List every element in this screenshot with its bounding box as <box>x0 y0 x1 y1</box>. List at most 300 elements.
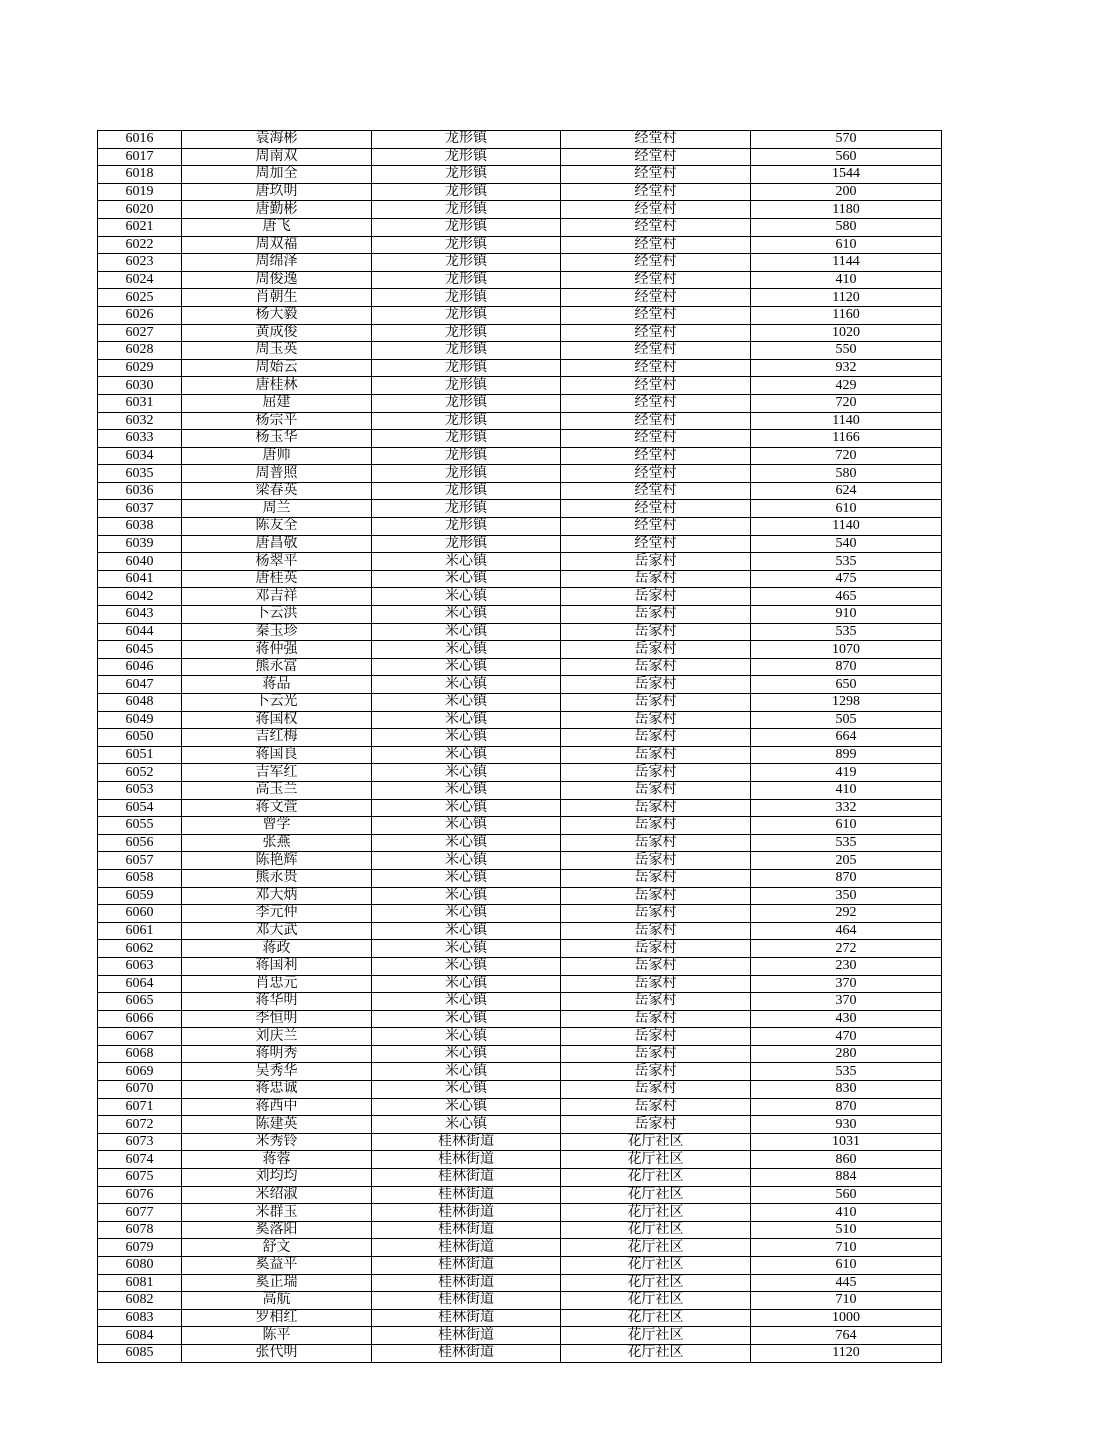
person-name-cell: 蒋品 <box>182 676 372 694</box>
amount-cell: 1166 <box>751 430 942 448</box>
town-cell: 龙形镇 <box>372 342 561 360</box>
town-cell: 龙形镇 <box>372 447 561 465</box>
table-row <box>98 834 942 852</box>
row-number-cell: 6064 <box>98 975 182 993</box>
amount-cell: 870 <box>751 658 942 676</box>
town-cell: 龙形镇 <box>372 465 561 483</box>
village-cell: 岳家村 <box>561 1063 751 1081</box>
village-cell: 经堂村 <box>561 377 751 395</box>
table-row <box>98 1292 942 1310</box>
table-row <box>98 746 942 764</box>
table-row <box>98 465 942 483</box>
row-number-cell: 6067 <box>98 1028 182 1046</box>
village-cell: 岳家村 <box>561 1028 751 1046</box>
row-number-cell: 6045 <box>98 641 182 659</box>
table-row <box>98 430 942 448</box>
table-row <box>98 377 942 395</box>
amount-cell: 1120 <box>751 289 942 307</box>
amount-cell: 610 <box>751 1257 942 1275</box>
row-number-cell: 6069 <box>98 1063 182 1081</box>
person-name-cell: 蒋政 <box>182 940 372 958</box>
town-cell: 米心镇 <box>372 957 561 975</box>
village-cell: 岳家村 <box>561 1010 751 1028</box>
person-name-cell: 李恒明 <box>182 1010 372 1028</box>
town-cell: 龙形镇 <box>372 148 561 166</box>
table-row <box>98 887 942 905</box>
village-cell: 花厅社区 <box>561 1204 751 1222</box>
person-name-cell: 屈建 <box>182 394 372 412</box>
person-name-cell: 熊永富 <box>182 658 372 676</box>
person-name-cell: 陈友全 <box>182 518 372 536</box>
amount-cell: 870 <box>751 1098 942 1116</box>
village-cell: 经堂村 <box>561 412 751 430</box>
table-row <box>98 359 942 377</box>
table-row <box>98 1257 942 1275</box>
table-row <box>98 570 942 588</box>
village-cell: 经堂村 <box>561 254 751 272</box>
amount-cell: 624 <box>751 482 942 500</box>
row-number-cell: 6040 <box>98 553 182 571</box>
table-row <box>98 869 942 887</box>
amount-cell: 910 <box>751 606 942 624</box>
amount-cell: 535 <box>751 1063 942 1081</box>
amount-cell: 510 <box>751 1221 942 1239</box>
person-name-cell: 卜云光 <box>182 694 372 712</box>
table-row <box>98 922 942 940</box>
village-cell: 岳家村 <box>561 746 751 764</box>
village-cell: 经堂村 <box>561 500 751 518</box>
town-cell: 米心镇 <box>372 993 561 1011</box>
row-number-cell: 6063 <box>98 957 182 975</box>
row-number-cell: 6062 <box>98 940 182 958</box>
row-number-cell: 6070 <box>98 1081 182 1099</box>
table-row <box>98 131 942 149</box>
town-cell: 龙形镇 <box>372 430 561 448</box>
person-name-cell: 邓大武 <box>182 922 372 940</box>
table-row <box>98 905 942 923</box>
table-row <box>98 254 942 272</box>
town-cell: 龙形镇 <box>372 359 561 377</box>
row-number-cell: 6066 <box>98 1010 182 1028</box>
table-row <box>98 1045 942 1063</box>
village-cell: 经堂村 <box>561 447 751 465</box>
row-number-cell: 6017 <box>98 148 182 166</box>
town-cell: 米心镇 <box>372 764 561 782</box>
person-name-cell: 刘均均 <box>182 1169 372 1187</box>
amount-cell: 535 <box>751 834 942 852</box>
amount-cell: 1298 <box>751 694 942 712</box>
town-cell: 桂林街道 <box>372 1186 561 1204</box>
town-cell: 米心镇 <box>372 676 561 694</box>
person-name-cell: 吉红梅 <box>182 729 372 747</box>
village-cell: 经堂村 <box>561 166 751 184</box>
amount-cell: 870 <box>751 869 942 887</box>
village-cell: 花厅社区 <box>561 1274 751 1292</box>
town-cell: 龙形镇 <box>372 482 561 500</box>
town-cell: 桂林街道 <box>372 1169 561 1187</box>
town-cell: 龙形镇 <box>372 254 561 272</box>
table-row <box>98 201 942 219</box>
person-name-cell: 袁海彬 <box>182 131 372 149</box>
table-row <box>98 306 942 324</box>
amount-cell: 610 <box>751 236 942 254</box>
table-row <box>98 148 942 166</box>
amount-cell: 550 <box>751 342 942 360</box>
amount-cell: 332 <box>751 799 942 817</box>
table-row <box>98 1344 942 1362</box>
table-row <box>98 1274 942 1292</box>
amount-cell: 860 <box>751 1151 942 1169</box>
village-cell: 岳家村 <box>561 940 751 958</box>
person-name-cell: 唐勤彬 <box>182 201 372 219</box>
person-name-cell: 周加全 <box>182 166 372 184</box>
person-name-cell: 米绍淑 <box>182 1186 372 1204</box>
town-cell: 米心镇 <box>372 588 561 606</box>
person-name-cell: 唐昌敬 <box>182 535 372 553</box>
person-name-cell: 奚益平 <box>182 1257 372 1275</box>
table-row <box>98 729 942 747</box>
table-row <box>98 535 942 553</box>
person-name-cell: 张燕 <box>182 834 372 852</box>
town-cell: 龙形镇 <box>372 394 561 412</box>
village-cell: 经堂村 <box>561 518 751 536</box>
row-number-cell: 6039 <box>98 535 182 553</box>
person-name-cell: 曾学 <box>182 817 372 835</box>
table-row <box>98 1186 942 1204</box>
table-row <box>98 518 942 536</box>
amount-cell: 1031 <box>751 1133 942 1151</box>
town-cell: 米心镇 <box>372 729 561 747</box>
amount-cell: 430 <box>751 1010 942 1028</box>
person-name-cell: 高航 <box>182 1292 372 1310</box>
town-cell: 米心镇 <box>372 553 561 571</box>
row-number-cell: 6056 <box>98 834 182 852</box>
village-cell: 经堂村 <box>561 289 751 307</box>
table-row <box>98 764 942 782</box>
town-cell: 米心镇 <box>372 887 561 905</box>
town-cell: 米心镇 <box>372 940 561 958</box>
village-cell: 经堂村 <box>561 342 751 360</box>
amount-cell: 1000 <box>751 1309 942 1327</box>
row-number-cell: 6047 <box>98 676 182 694</box>
row-number-cell: 6048 <box>98 694 182 712</box>
person-name-cell: 杨翠平 <box>182 553 372 571</box>
village-cell: 岳家村 <box>561 570 751 588</box>
village-cell: 岳家村 <box>561 764 751 782</box>
row-number-cell: 6075 <box>98 1169 182 1187</box>
town-cell: 米心镇 <box>372 1081 561 1099</box>
amount-cell: 720 <box>751 394 942 412</box>
row-number-cell: 6043 <box>98 606 182 624</box>
amount-cell: 205 <box>751 852 942 870</box>
table-row <box>98 271 942 289</box>
table-row <box>98 1327 942 1345</box>
village-cell: 花厅社区 <box>561 1239 751 1257</box>
table-row <box>98 993 942 1011</box>
row-number-cell: 6072 <box>98 1116 182 1134</box>
person-name-cell: 唐飞 <box>182 218 372 236</box>
town-cell: 米心镇 <box>372 1063 561 1081</box>
village-cell: 经堂村 <box>561 306 751 324</box>
person-name-cell: 唐帅 <box>182 447 372 465</box>
row-number-cell: 6083 <box>98 1309 182 1327</box>
town-cell: 米心镇 <box>372 834 561 852</box>
table-row <box>98 1063 942 1081</box>
person-name-cell: 周始云 <box>182 359 372 377</box>
town-cell: 米心镇 <box>372 905 561 923</box>
person-name-cell: 邓吉祥 <box>182 588 372 606</box>
town-cell: 米心镇 <box>372 817 561 835</box>
row-number-cell: 6051 <box>98 746 182 764</box>
row-number-cell: 6074 <box>98 1151 182 1169</box>
row-number-cell: 6055 <box>98 817 182 835</box>
village-cell: 经堂村 <box>561 218 751 236</box>
village-cell: 花厅社区 <box>561 1133 751 1151</box>
village-cell: 花厅社区 <box>561 1186 751 1204</box>
person-name-cell: 陈艳辉 <box>182 852 372 870</box>
town-cell: 龙形镇 <box>372 218 561 236</box>
row-number-cell: 6029 <box>98 359 182 377</box>
village-cell: 岳家村 <box>561 553 751 571</box>
amount-cell: 1020 <box>751 324 942 342</box>
town-cell: 龙形镇 <box>372 236 561 254</box>
village-cell: 岳家村 <box>561 623 751 641</box>
row-number-cell: 6042 <box>98 588 182 606</box>
person-name-cell: 梁春英 <box>182 482 372 500</box>
table-row <box>98 166 942 184</box>
row-number-cell: 6071 <box>98 1098 182 1116</box>
row-number-cell: 6061 <box>98 922 182 940</box>
town-cell: 米心镇 <box>372 1098 561 1116</box>
row-number-cell: 6078 <box>98 1221 182 1239</box>
amount-cell: 560 <box>751 148 942 166</box>
town-cell: 米心镇 <box>372 922 561 940</box>
town-cell: 龙形镇 <box>372 535 561 553</box>
village-cell: 岳家村 <box>561 834 751 852</box>
amount-cell: 445 <box>751 1274 942 1292</box>
amount-cell: 899 <box>751 746 942 764</box>
table-row <box>98 1221 942 1239</box>
amount-cell: 272 <box>751 940 942 958</box>
town-cell: 桂林街道 <box>372 1133 561 1151</box>
village-cell: 岳家村 <box>561 588 751 606</box>
row-number-cell: 6084 <box>98 1327 182 1345</box>
table-row <box>98 781 942 799</box>
person-name-cell: 蒋华明 <box>182 993 372 1011</box>
table-row <box>98 1133 942 1151</box>
table-row <box>98 1028 942 1046</box>
row-number-cell: 6085 <box>98 1344 182 1362</box>
amount-cell: 610 <box>751 500 942 518</box>
village-cell: 岳家村 <box>561 641 751 659</box>
row-number-cell: 6079 <box>98 1239 182 1257</box>
person-name-cell: 张代明 <box>182 1344 372 1362</box>
village-cell: 花厅社区 <box>561 1344 751 1362</box>
town-cell: 米心镇 <box>372 658 561 676</box>
person-name-cell: 唐桂林 <box>182 377 372 395</box>
table-row <box>98 1309 942 1327</box>
village-cell: 花厅社区 <box>561 1169 751 1187</box>
row-number-cell: 6025 <box>98 289 182 307</box>
town-cell: 龙形镇 <box>372 183 561 201</box>
person-name-cell: 蒋蓉 <box>182 1151 372 1169</box>
row-number-cell: 6058 <box>98 869 182 887</box>
person-name-cell: 刘庆兰 <box>182 1028 372 1046</box>
row-number-cell: 6073 <box>98 1133 182 1151</box>
town-cell: 米心镇 <box>372 781 561 799</box>
table-row <box>98 641 942 659</box>
amount-cell: 710 <box>751 1239 942 1257</box>
row-number-cell: 6052 <box>98 764 182 782</box>
data-table <box>97 130 942 1363</box>
amount-cell: 410 <box>751 781 942 799</box>
row-number-cell: 6044 <box>98 623 182 641</box>
amount-cell: 292 <box>751 905 942 923</box>
table-row <box>98 1239 942 1257</box>
town-cell: 桂林街道 <box>372 1221 561 1239</box>
table-row <box>98 236 942 254</box>
village-cell: 经堂村 <box>561 236 751 254</box>
row-number-cell: 6020 <box>98 201 182 219</box>
row-number-cell: 6057 <box>98 852 182 870</box>
town-cell: 龙形镇 <box>372 500 561 518</box>
row-number-cell: 6023 <box>98 254 182 272</box>
row-number-cell: 6068 <box>98 1045 182 1063</box>
row-number-cell: 6016 <box>98 131 182 149</box>
person-name-cell: 秦玉珍 <box>182 623 372 641</box>
table-row <box>98 817 942 835</box>
town-cell: 龙形镇 <box>372 131 561 149</box>
table-row <box>98 799 942 817</box>
amount-cell: 465 <box>751 588 942 606</box>
person-name-cell: 周玉英 <box>182 342 372 360</box>
amount-cell: 884 <box>751 1169 942 1187</box>
amount-cell: 1544 <box>751 166 942 184</box>
person-name-cell: 吉军红 <box>182 764 372 782</box>
village-cell: 经堂村 <box>561 131 751 149</box>
village-cell: 岳家村 <box>561 922 751 940</box>
village-cell: 经堂村 <box>561 465 751 483</box>
person-name-cell: 舒文 <box>182 1239 372 1257</box>
village-cell: 岳家村 <box>561 869 751 887</box>
person-name-cell: 蒋明秀 <box>182 1045 372 1063</box>
table-row <box>98 658 942 676</box>
village-cell: 花厅社区 <box>561 1221 751 1239</box>
row-number-cell: 6049 <box>98 711 182 729</box>
village-cell: 岳家村 <box>561 852 751 870</box>
row-number-cell: 6022 <box>98 236 182 254</box>
row-number-cell: 6031 <box>98 394 182 412</box>
amount-cell: 610 <box>751 817 942 835</box>
row-number-cell: 6021 <box>98 218 182 236</box>
village-cell: 花厅社区 <box>561 1257 751 1275</box>
town-cell: 米心镇 <box>372 869 561 887</box>
table-row <box>98 324 942 342</box>
table-row <box>98 412 942 430</box>
village-cell: 岳家村 <box>561 676 751 694</box>
village-cell: 岳家村 <box>561 1081 751 1099</box>
person-name-cell: 吴秀华 <box>182 1063 372 1081</box>
amount-cell: 350 <box>751 887 942 905</box>
amount-cell: 464 <box>751 922 942 940</box>
village-cell: 经堂村 <box>561 535 751 553</box>
person-name-cell: 杨宗平 <box>182 412 372 430</box>
village-cell: 岳家村 <box>561 957 751 975</box>
amount-cell: 1070 <box>751 641 942 659</box>
amount-cell: 410 <box>751 271 942 289</box>
village-cell: 花厅社区 <box>561 1151 751 1169</box>
town-cell: 米心镇 <box>372 1028 561 1046</box>
table-row <box>98 940 942 958</box>
village-cell: 岳家村 <box>561 606 751 624</box>
table-row <box>98 1204 942 1222</box>
town-cell: 米心镇 <box>372 711 561 729</box>
town-cell: 桂林街道 <box>372 1327 561 1345</box>
village-cell: 岳家村 <box>561 781 751 799</box>
person-name-cell: 奚正瑞 <box>182 1274 372 1292</box>
village-cell: 岳家村 <box>561 729 751 747</box>
table-row <box>98 852 942 870</box>
row-number-cell: 6024 <box>98 271 182 289</box>
person-name-cell: 唐桂英 <box>182 570 372 588</box>
town-cell: 桂林街道 <box>372 1344 561 1362</box>
town-cell: 龙形镇 <box>372 306 561 324</box>
person-name-cell: 肖忠元 <box>182 975 372 993</box>
person-name-cell: 蒋国良 <box>182 746 372 764</box>
person-name-cell: 高玉兰 <box>182 781 372 799</box>
town-cell: 米心镇 <box>372 1045 561 1063</box>
amount-cell: 410 <box>751 1204 942 1222</box>
village-cell: 经堂村 <box>561 271 751 289</box>
amount-cell: 560 <box>751 1186 942 1204</box>
amount-cell: 535 <box>751 623 942 641</box>
town-cell: 龙形镇 <box>372 201 561 219</box>
town-cell: 米心镇 <box>372 975 561 993</box>
row-number-cell: 6046 <box>98 658 182 676</box>
amount-cell: 280 <box>751 1045 942 1063</box>
town-cell: 米心镇 <box>372 799 561 817</box>
person-name-cell: 杨大毅 <box>182 306 372 324</box>
row-number-cell: 6080 <box>98 1257 182 1275</box>
village-cell: 经堂村 <box>561 324 751 342</box>
row-number-cell: 6035 <box>98 465 182 483</box>
town-cell: 龙形镇 <box>372 377 561 395</box>
amount-cell: 370 <box>751 993 942 1011</box>
row-number-cell: 6027 <box>98 324 182 342</box>
person-name-cell: 蒋仲强 <box>182 641 372 659</box>
town-cell: 龙形镇 <box>372 289 561 307</box>
town-cell: 龙形镇 <box>372 271 561 289</box>
amount-cell: 764 <box>751 1327 942 1345</box>
village-cell: 经堂村 <box>561 359 751 377</box>
person-name-cell: 蒋国利 <box>182 957 372 975</box>
table-row <box>98 1098 942 1116</box>
table-row <box>98 623 942 641</box>
table-row <box>98 606 942 624</box>
amount-cell: 720 <box>751 447 942 465</box>
amount-cell: 200 <box>751 183 942 201</box>
person-name-cell: 蒋西中 <box>182 1098 372 1116</box>
row-number-cell: 6065 <box>98 993 182 1011</box>
person-name-cell: 邓大炳 <box>182 887 372 905</box>
town-cell: 龙形镇 <box>372 412 561 430</box>
table-row <box>98 1151 942 1169</box>
amount-cell: 930 <box>751 1116 942 1134</box>
person-name-cell: 杨玉华 <box>182 430 372 448</box>
table-row <box>98 553 942 571</box>
village-cell: 经堂村 <box>561 482 751 500</box>
village-cell: 岳家村 <box>561 1098 751 1116</box>
